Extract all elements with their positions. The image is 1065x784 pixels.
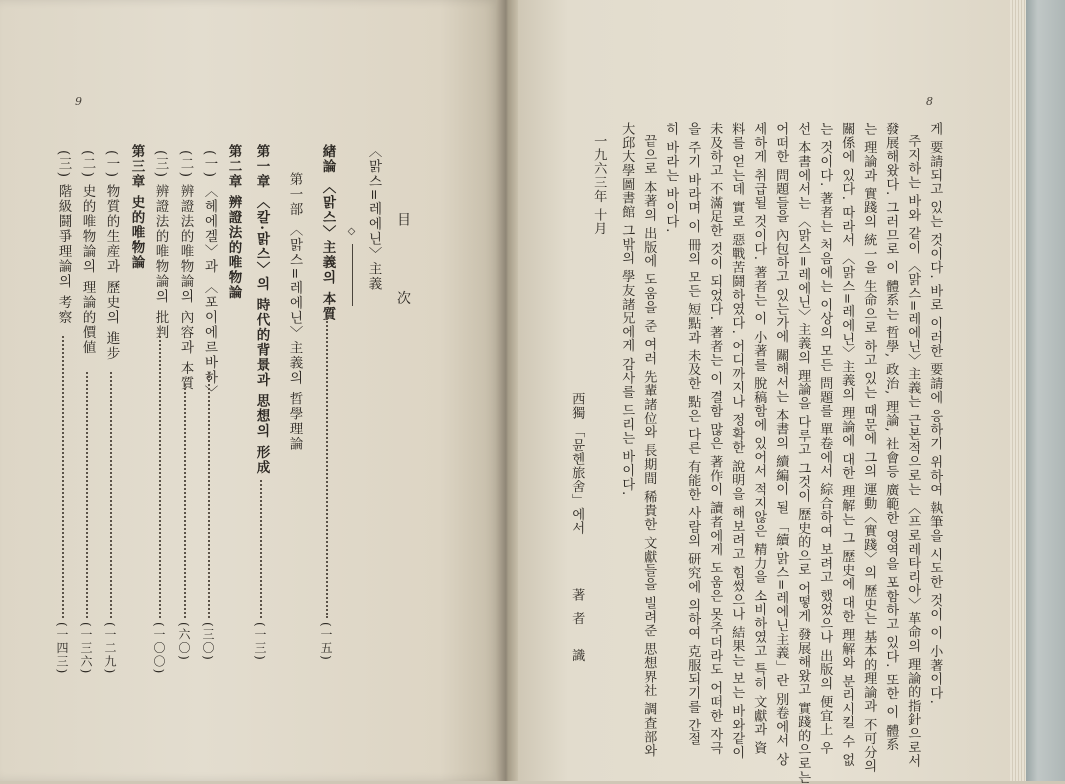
toc-entry: (一) 〈헤에겔〉과 〈포이에르바하〉 <box>201 150 218 401</box>
leader-dots <box>62 336 64 618</box>
page-number-right: 8 <box>926 95 933 108</box>
toc-entry-chapter-one: 第一章 〈칼·맑스〉의 時代的背景과 思想의 形成 <box>253 144 270 475</box>
body-line: 料를 얻는데 實로 惡戰苦鬪하였다. 어디까지나 정확한 說明을 해보려고 힘썼으나 結果는 보는 바와같이 <box>729 122 745 760</box>
toc-page: (一二九) <box>103 622 117 675</box>
body-line: 어떠한 問題들을 內包하고 있는가에 關해서는 本書의 續編이 될 「續·맑스=레에닌主義」란 別卷에서 상 <box>773 122 789 766</box>
toc-page: (一三) <box>253 622 267 662</box>
body-line: 關係에 있다. 따라서 〈맑스=레에닌〉主義의 理論에 대한 理解는 그 歷史에 대한 理解와 분리시킬 수 없 <box>839 122 855 767</box>
preface-date: 一九六三年 十月 <box>591 134 607 236</box>
toc-entry: (三) 階級鬪爭理論의 考察 <box>55 150 72 326</box>
leader-dots <box>208 372 210 618</box>
right-page <box>518 0 1022 784</box>
toc-page: (三〇) <box>201 622 215 662</box>
toc-entry: (二) 史的唯物論의 理論的價値 <box>79 150 96 356</box>
leader-dots <box>326 318 328 618</box>
book-gutter <box>496 0 518 781</box>
toc-entry: (三) 辨證法的唯物論의 批判 <box>152 150 169 341</box>
toc-entry: (二) 辨證法的唯物論의 內容과 本質 <box>177 150 194 391</box>
signature-name: 著者 識 <box>569 588 585 672</box>
toc-page: (一〇〇) <box>152 622 166 675</box>
body-line: 끝으로 本著의 出版에 도움을 준 여러 先輩諸位와 長期間 稀貴한 文獻들을 빌려준 思想界社 調査部와 <box>641 134 657 758</box>
ornament: ◇ <box>346 226 357 239</box>
toc-page: (一三六) <box>79 622 93 675</box>
body-line: 發展해왔다. 그러므로 이 體系는 哲學, 政治, 理論, 社會등 廣範한 영역을 포함하고 있다. 또한 이 體系 <box>883 122 899 752</box>
body-line: 게 要請되고 있는 것이다. 바로 이러한 要請에 응하기 위하여 執筆을 시도한 것이 이 小著이다. <box>927 122 943 705</box>
toc-page: (一五) <box>319 622 333 662</box>
left-page <box>0 0 500 781</box>
body-line: 주지하는 바와 같이 〈맑스=레에닌〉主義는 근본적으로는 〈프로레타리아〉革命의 理論的指針으로서 <box>905 134 921 768</box>
body-line: 을 주기 바라며 이 冊의 모든 短點과 未及한 點은 다른 有能한 사람의 研究에 의하여 克服되기를 간절 <box>685 122 701 746</box>
body-line: 히 바라는 바이다. <box>663 122 679 233</box>
signature-place: 西獨 「뮨헨旅舍」에서 <box>569 392 585 535</box>
leader-dots <box>110 372 112 618</box>
toc-entry-introduction: 緖論 〈맑스〉主義의 本質 <box>319 144 336 322</box>
leader-dots <box>86 372 88 618</box>
leader-dots <box>159 336 161 618</box>
body-line: 는 理論과 實踐의 統一을 生命으로 하고 있는 때문에 그의 運動〈實踐〉의 歷史는 基本的理論과 不可分의 <box>861 122 877 773</box>
divider-upper <box>352 244 353 306</box>
toc-page: (六〇) <box>177 622 191 662</box>
toc-page: (一四三) <box>55 622 69 675</box>
toc-entry-chapter-three: 第三章 史的唯物論 <box>128 144 145 271</box>
toc-entry: (一) 物質的生産과 歷史의 進步 <box>103 150 120 361</box>
leader-dots <box>184 384 186 618</box>
toc-title: 目 次 <box>395 212 411 335</box>
leader-dots <box>260 480 262 618</box>
body-line: 세하게 취급될 것이다. 著者는 이 小著를 脫稿함에 있어서 적지않은 精力을 소비하였고 특히 文獻과 資 <box>751 122 767 755</box>
toc-entry-part-one: 第一部 〈맑스=레에닌〉主義의 哲學理論 <box>286 172 303 452</box>
page-number-left: 9 <box>75 95 82 108</box>
body-line: 未及하고 不滿足한 것이 되었다. 著者는 이 결함 많은 著作이 讀者에게 도움은 못주더라도 어떠한 자극 <box>707 122 723 755</box>
body-line: 大邱大學圖書館 그밖의 學友諸兄에게 감사를 드리는 바이다. <box>619 122 635 496</box>
book-cover <box>1026 0 1065 781</box>
toc-main-title: 〈맑스=레에닌〉主義 <box>365 144 382 292</box>
toc-entry-chapter-two: 第二章 辨證法的唯物論 <box>225 144 242 301</box>
body-line: 는 것이다. 著者는 처음에는 이상의 모든 問題를 單卷에서 綜合하여 보려고 했었으나 出版의 便宜上 우 <box>817 122 833 755</box>
body-line: 선 本書에서는 〈맑스=레에닌〉主義의 理論을 다루고 그것이 歷史的으로 어떻게 發展해왔고 實踐的으로는 <box>795 122 811 784</box>
